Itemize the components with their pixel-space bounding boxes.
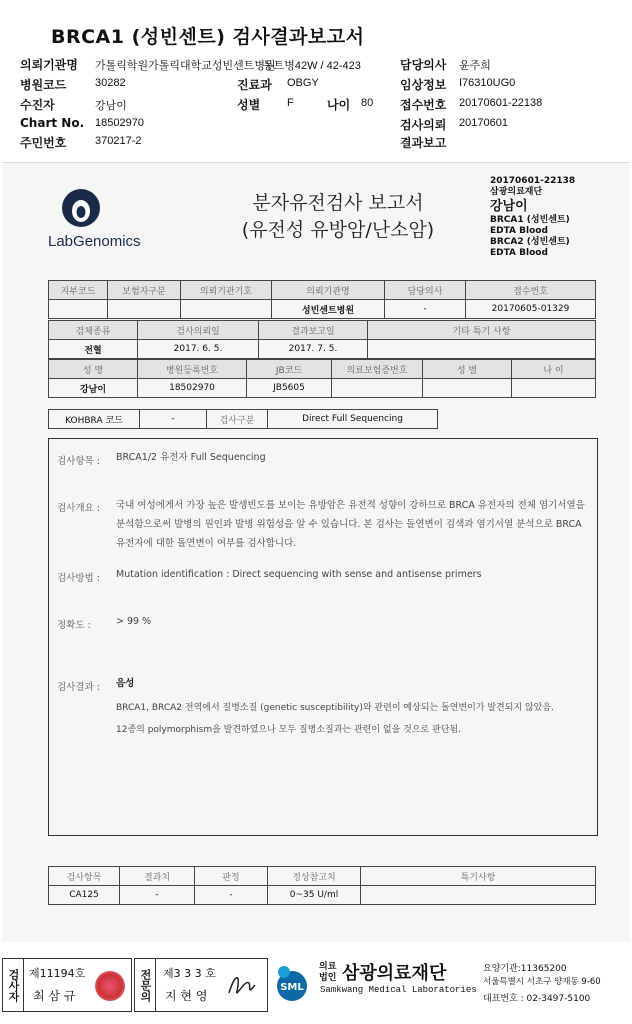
seal-icon <box>95 971 125 1001</box>
field-label-institution: 의뢰기관명 <box>20 58 78 72</box>
field-value-request-date: 20170601 <box>459 117 508 129</box>
table-header: 병원등록번호 <box>138 360 247 379</box>
table-row <box>49 867 596 886</box>
table-cell <box>368 340 596 359</box>
method-label: 검사구분 <box>207 410 268 429</box>
table-cell <box>512 379 596 398</box>
specimen-patient-name: 강남이 <box>490 199 528 214</box>
table-header: 담당의사 <box>385 281 466 300</box>
table-header: 의뢰기관기호 <box>181 281 272 300</box>
table-header: 지부코드 <box>49 281 108 300</box>
field-label-report: 결과보고 <box>400 136 447 150</box>
field-label-receipt-no: 접수번호 <box>400 98 447 112</box>
field-value-sex: F <box>287 97 294 109</box>
table-header: 성 명 <box>49 360 138 379</box>
ca125-table <box>48 866 596 905</box>
table-cell: 2017. 7. 5. <box>259 340 368 359</box>
row-label-test-item: 검사항목 : <box>57 456 100 467</box>
institution-table <box>48 280 596 319</box>
field-value-institution: 가톨릭학원가톨릭대학교성빈센트병원 <box>95 60 276 72</box>
sml-logo-icon <box>272 962 312 1002</box>
row-label-result: 검사결과 : <box>57 682 100 693</box>
specialist-name: 지 현 영 <box>165 989 208 1003</box>
kohbra-label: KOHBRA 코드 <box>49 410 140 429</box>
report-header <box>0 0 632 162</box>
field-value-resident-no: 370217-2 <box>95 135 142 147</box>
table-cell <box>181 300 272 319</box>
field-label-chart-no: Chart No. <box>20 116 85 130</box>
table-cell: 18502970 <box>138 379 247 398</box>
org-name-en: Samkwang Medical Laboratories <box>320 985 477 995</box>
table-header: 특기사항 <box>361 867 596 886</box>
report-footer <box>0 944 632 1024</box>
row-text-accuracy: > 99 % <box>116 616 152 627</box>
field-label-resident-no: 주민번호 <box>20 136 67 150</box>
examiner-name: 최 삼 규 <box>33 989 76 1003</box>
field-value-doctor: 윤주희 <box>459 60 491 72</box>
table-cell: 0~35 U/ml <box>268 886 361 905</box>
field-value-hospital-code: 30282 <box>95 77 126 89</box>
table-header: 정상참고치 <box>268 867 361 886</box>
specialist-tag: 전문의 <box>135 959 156 1011</box>
specialist-box <box>134 958 268 1012</box>
field-value-clinical-info: I76310UG0 <box>459 77 516 89</box>
row-label-method: 검사방법 : <box>57 573 100 584</box>
org-kind <box>319 962 336 984</box>
page-title: BRCA1 (성빈센트) 검사결과보고서 <box>51 26 365 48</box>
field-label-request-date: 검사의뢰 <box>400 118 447 132</box>
table-header: 결과치 <box>120 867 195 886</box>
field-value-department: OBGY <box>287 77 319 89</box>
kohbra-value: - <box>140 410 207 429</box>
row-label-accuracy: 정확도 : <box>57 620 91 631</box>
org-phone: 대표번호 : 02-3497-5100 <box>483 994 591 1004</box>
field-label-sex: 성별 <box>237 98 261 112</box>
table-cell: - <box>120 886 195 905</box>
labgenomics-logo-icon <box>48 188 108 238</box>
row-text-method: Mutation identification : Direct sequencing with sense and antisense primers <box>116 569 482 580</box>
table-cell <box>423 379 512 398</box>
org-name: 삼광의료재단 <box>342 963 447 984</box>
table-header: 검체종류 <box>49 321 138 340</box>
table-cell <box>49 300 108 319</box>
specimen-org: 삼광의료재단 <box>490 187 543 197</box>
table-header: 검사항목 <box>49 867 120 886</box>
table-row <box>49 379 596 398</box>
table-header: 기타 특기 사항 <box>368 321 596 340</box>
method-value: Direct Full Sequencing <box>268 410 438 429</box>
table-header: JB코드 <box>247 360 332 379</box>
table-row <box>49 300 596 319</box>
signature-icon <box>225 969 261 1003</box>
table-cell: 성빈센트병원 <box>272 300 385 319</box>
table-header: 판정 <box>195 867 268 886</box>
row-label-overview: 검사개요 : <box>57 503 100 514</box>
field-label-hospital-code: 병원코드 <box>20 78 67 92</box>
table-row <box>49 360 596 379</box>
table-row <box>49 410 438 429</box>
table-row <box>49 340 596 359</box>
examiner-tag: 검사자 <box>3 959 24 1011</box>
org-address: 서울특별시 서초구 양재동 9-60 <box>483 977 601 987</box>
result-line-2: 12종의 polymorphism을 발견하였으나 모두 질병소질과는 관련이 없을 것으로 판단됨. <box>116 725 462 735</box>
specimen-test-1: BRCA1 (성빈센트) <box>490 215 570 225</box>
field-label-patient: 수진자 <box>20 98 55 112</box>
examiner-license: 제11194호 <box>29 967 86 980</box>
specimen-label <box>490 176 575 259</box>
table-cell: JB5605 <box>247 379 332 398</box>
row-text-test-item: BRCA1/2 유전자 Full Sequencing <box>116 452 266 463</box>
row-text-overview: 국내 여성에게서 가장 높은 발생빈도를 보이는 유방암은 유전적 성향이 강하므로 BRCA 유전자의 전체 염기서열을 분석함으로써 발병의 원인과 발병 위험성을 알 수 있습니다. 본 검사는 돌연변이 검색과 염기서열 분석으로 BRCA 유전자에 대한 돌연변이 여부를 검사합니다. <box>116 500 585 549</box>
table-header: 접수번호 <box>466 281 596 300</box>
table-header: 결과보고일 <box>259 321 368 340</box>
table-header: 나 이 <box>512 360 596 379</box>
table-cell: 전혈 <box>49 340 138 359</box>
table-cell <box>108 300 181 319</box>
org-kind-line2: 법인 <box>319 973 337 983</box>
report-title-line1: 분자유전검사 보고서 <box>252 192 424 214</box>
table-header: 보험자구분 <box>108 281 181 300</box>
field-label-department: 진료과 <box>237 78 272 92</box>
examiner-box <box>2 958 132 1012</box>
org-code: 요양기관:11365200 <box>483 964 567 974</box>
table-cell: 2017. 6. 5. <box>138 340 259 359</box>
logo-text: LabGenomics <box>48 233 141 250</box>
table-header: 의료보험증번호 <box>332 360 423 379</box>
specimen-type-1: EDTA Blood <box>490 226 548 236</box>
field-value-chart-no: 18502970 <box>95 117 144 129</box>
table-header: 성 별 <box>423 360 512 379</box>
field-value-ward: 동트병42W / 42-423 <box>263 60 361 72</box>
table-header: 의뢰기관명 <box>272 281 385 300</box>
field-value-patient: 강남이 <box>95 100 127 112</box>
table-header: 검사의뢰일 <box>138 321 259 340</box>
table-row <box>49 281 596 300</box>
specimen-table <box>48 320 596 359</box>
row-text-result: 음성 <box>116 678 135 689</box>
table-row <box>49 321 596 340</box>
specimen-type-2: EDTA Blood <box>490 248 548 258</box>
field-label-clinical-info: 임상정보 <box>400 78 447 92</box>
report-title <box>228 190 448 244</box>
field-value-receipt-no: 20170601-22138 <box>459 97 543 109</box>
specialist-license: 제3 3 3 호 <box>163 967 216 980</box>
sml-logo-text: SML <box>280 982 304 993</box>
table-row <box>49 886 596 905</box>
table-cell <box>332 379 423 398</box>
patient-table <box>48 359 596 398</box>
table-cell: CA125 <box>49 886 120 905</box>
field-label-age: 나이 <box>327 98 351 112</box>
specimen-receipt-no: 20170601-22138 <box>490 176 576 186</box>
org-kind-line1: 의료 <box>319 962 337 972</box>
field-label-doctor: 담당의사 <box>400 58 447 72</box>
specimen-test-2: BRCA2 (성빈센트) <box>490 237 570 247</box>
table-cell <box>361 886 596 905</box>
result-line-1: BRCA1, BRCA2 전역에서 질병소질 (genetic susceptibility)와 관련이 예상되는 돌연변이가 발견되지 않았음. <box>116 703 554 713</box>
table-cell: - <box>385 300 466 319</box>
table-cell: 강남이 <box>49 379 138 398</box>
table-cell: - <box>195 886 268 905</box>
field-value-age: 80 <box>361 97 374 109</box>
kohbra-table <box>48 409 438 429</box>
report-title-line2: (유전성 유방암/난소암) <box>241 219 435 241</box>
table-cell: 20170605-01329 <box>466 300 596 319</box>
